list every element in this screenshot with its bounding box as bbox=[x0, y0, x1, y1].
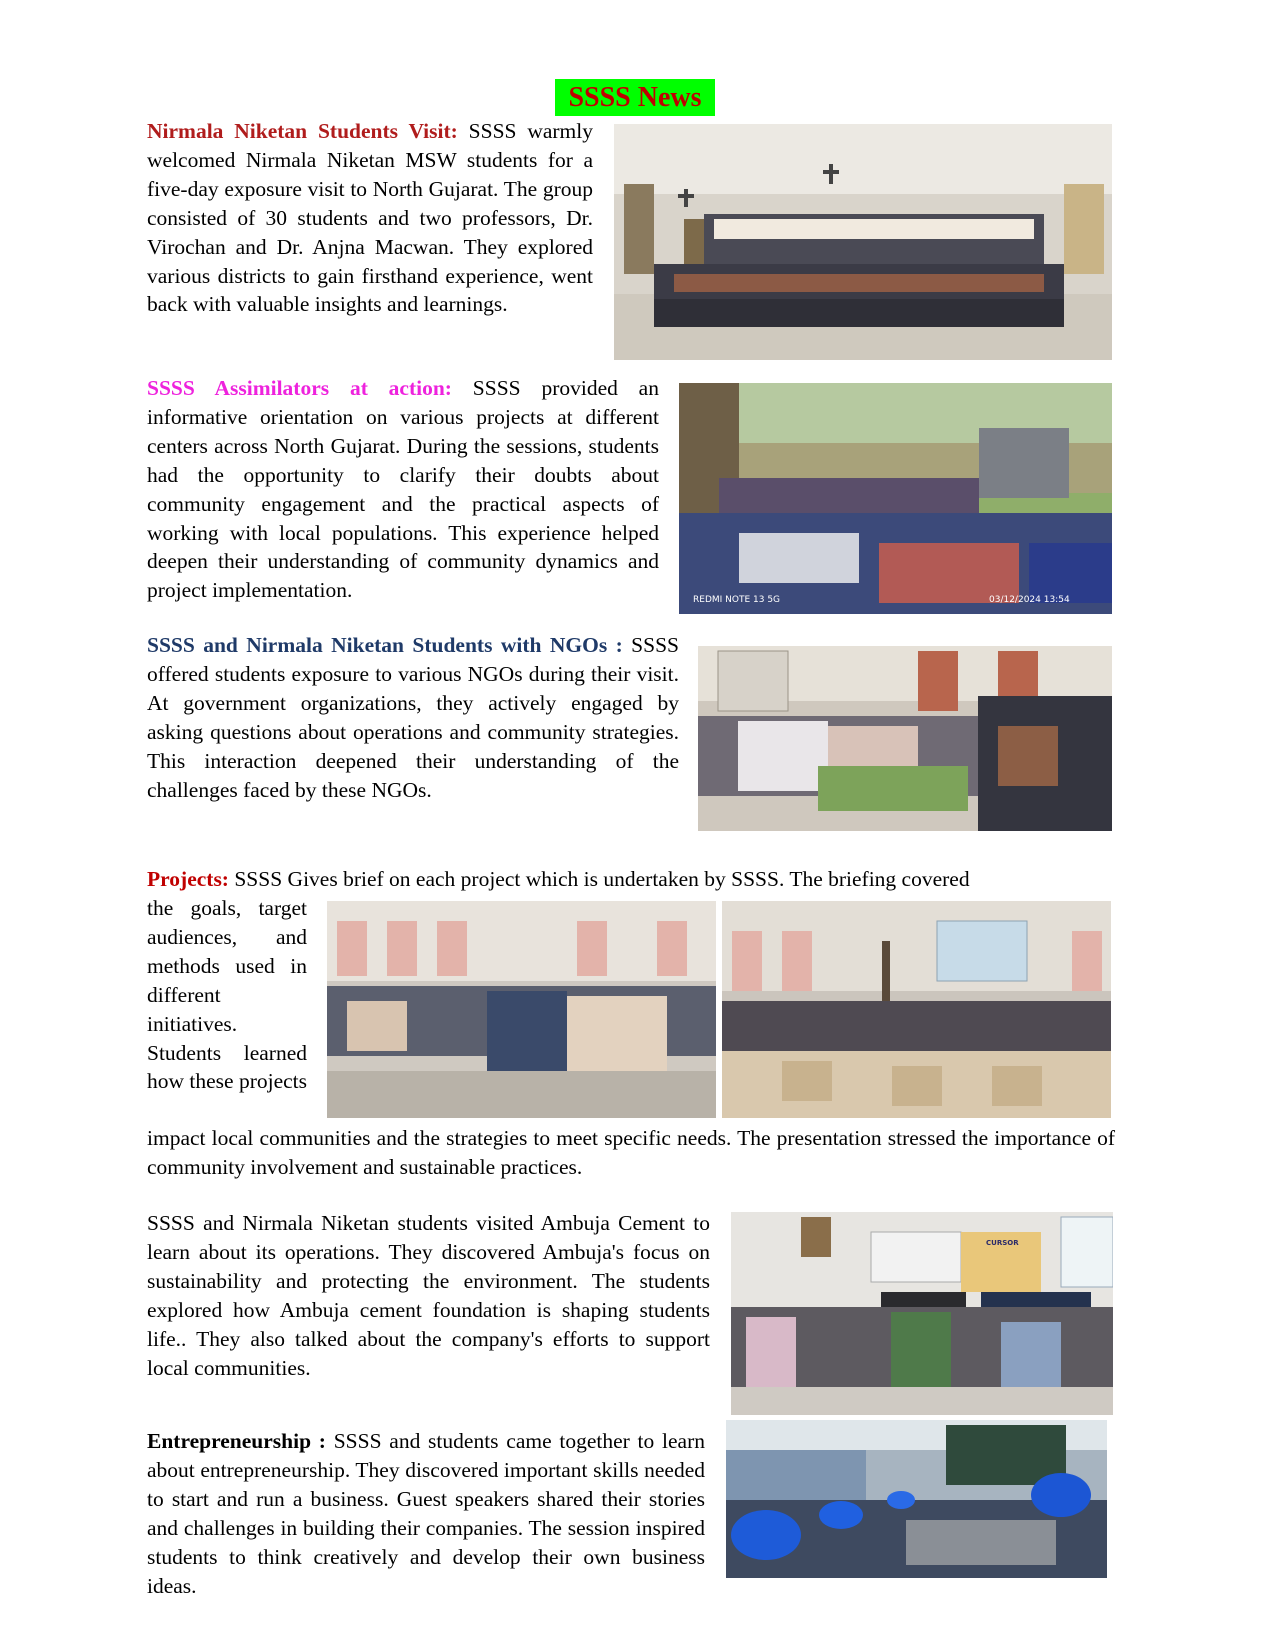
section-heading: Entrepreneurship : bbox=[147, 1429, 326, 1453]
photo-projects-hall-right bbox=[722, 901, 1111, 1118]
section-entrepreneurship bbox=[147, 1427, 705, 1600]
section-body: the goals, target audiences, and methods used in different initiatives. Students learned how these projects bbox=[147, 896, 308, 1094]
section-body: SSSS warmly welcomed Nirmala Niketan MSW students for a five-day exposure visit to North Gujarat. The group consisted of 30 students and two professors, Dr. Virochan and Dr. Anjna Macwan. They explored various districts to gain firsthand experience, went back with valuable insights and learnings. bbox=[147, 119, 593, 317]
section-body: SSSS and students came together to learn about entrepreneurship. They discovered important skills needed to start and run a business. Guest speakers shared their stories and challenges in building their companies. The session inspired students to think creatively and develop their own business ideas. bbox=[147, 1429, 705, 1598]
photo-device-stamp: REDMI NOTE 13 5G bbox=[693, 595, 781, 605]
section-heading: SSSS and Nirmala Niketan Students with NGOs : bbox=[147, 633, 623, 657]
section-projects-continued bbox=[147, 1124, 1115, 1182]
section-projects-intro bbox=[147, 865, 1115, 894]
section-body: SSSS and Nirmala Niketan students visited Ambuja Cement to learn about its operations. They discovered Ambuja's focus on sustainability and protecting the environment. The students explored how Ambuja cement foundation is shaping students life.. They also talked about the company's efforts to support local communities. bbox=[147, 1211, 710, 1380]
section-ambuja-visit bbox=[147, 1209, 710, 1382]
photo-timestamp: 03/12/2024 13:54 bbox=[989, 595, 1070, 605]
section-heading: SSSS Assimilators at action: bbox=[147, 376, 452, 400]
photo-ambuja-classroom bbox=[731, 1212, 1113, 1415]
photo-outdoor-orientation bbox=[679, 383, 1112, 614]
photo-entrepreneurship-lab bbox=[726, 1420, 1107, 1578]
section-assimilators bbox=[147, 374, 659, 605]
section-ngos bbox=[147, 631, 679, 804]
poster-brand: CURSOR bbox=[986, 1239, 1019, 1247]
section-heading: Nirmala Niketan Students Visit: bbox=[147, 119, 458, 143]
section-body: SSSS offered students exposure to various NGOs during their visit. At government organizations, they actively engaged by asking questions about operations and community strategies. This interaction deepened their understanding of the challenges faced by these NGOs. bbox=[147, 633, 679, 802]
section-body: SSSS provided an informative orientation on various projects at different centers across North Gujarat. During the sessions, students had the opportunity to clarify their doubts about community engagement and the practical aspects of working with local populations. This experience helped deepen their understanding of community dynamics and project implementation. bbox=[147, 376, 659, 603]
photo-ngo-meeting bbox=[698, 646, 1112, 831]
page-title: SSSS News bbox=[555, 79, 715, 116]
section-body: impact local communities and the strategies to meet specific needs. The presentation stressed the importance of community involvement and sustainable practices. bbox=[147, 1126, 1115, 1179]
section-projects-side bbox=[147, 894, 307, 1096]
section-students-visit bbox=[147, 117, 593, 319]
photo-group-hall bbox=[614, 124, 1112, 360]
section-body: SSSS Gives brief on each project which is undertaken by SSSS. The briefing covered bbox=[228, 867, 970, 891]
photo-projects-hall-left bbox=[327, 901, 716, 1118]
section-heading: Projects: bbox=[147, 867, 229, 891]
